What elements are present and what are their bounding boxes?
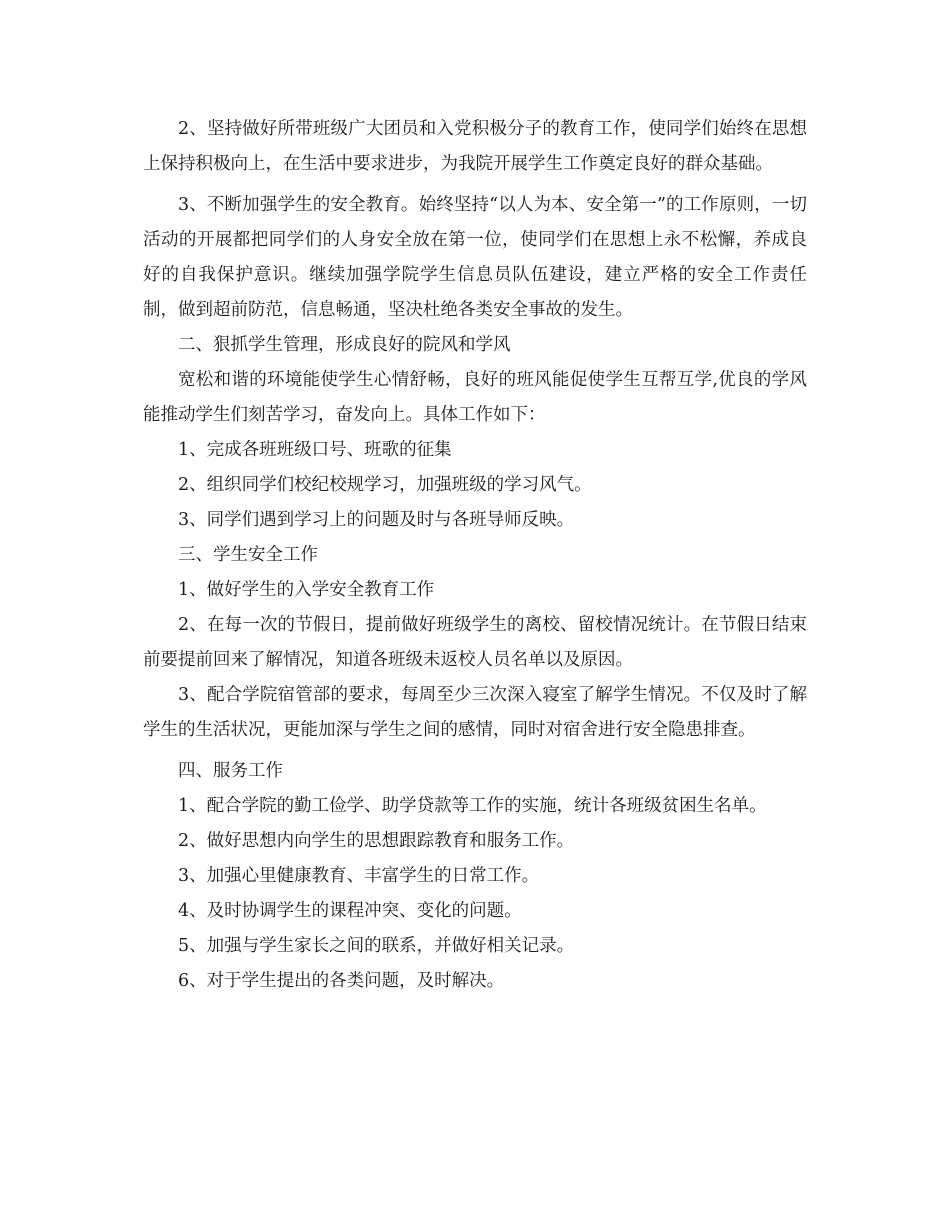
list-item-problem-solving: 6、对于学生提出的各类问题，及时解决。 — [178, 971, 505, 991]
list-item-holiday-statistics: 2、在每一次的节假日，提前做好班级学生的离校、留校情况统计。在节假日结束前要提前回来了解情况，知道各班级未返校人员名单以及原因。 — [143, 615, 807, 670]
list-item-introvert-students: 2、做好思想内向学生的思想跟踪教育和服务工作。 — [178, 831, 575, 851]
list-item-study-issues: 3、同学们遇到学习上的问题及时与各班导师反映。 — [178, 510, 575, 530]
list-item-school-rules: 2、组织同学们校纪校规学习，加强班级的学习风气。 — [178, 475, 592, 495]
heading-student-safety: 三、学生安全工作 — [178, 545, 318, 565]
list-item-parent-contact: 5、加强与学生家长之间的联系，并做好相关记录。 — [178, 936, 575, 956]
heading-student-management: 二、狠抓学生管理，形成良好的院风和学风 — [178, 335, 511, 355]
paragraph-safety-education: 3、不断加强学生的安全教育。始终坚持“以人为本、安全第一”的工作原则，一切活动的开展都把同学们的人身安全放在第一位，使同学们在思想上永不松懈，养成良好的自我保护意识。继续加强学院学生信息员队伍建设，建立严格的安全工作责任制，做到超前防范，信息畅通，坚决杜绝各类安全事故的发生。 — [143, 195, 807, 320]
list-item-dormitory-visits: 3、配合学院宿管部的要求，每周至少三次深入寝室了解学生情况。不仅及时了解学生的生活状况，更能加深与学生之间的感情，同时对宿舍进行安全隐患排查。 — [143, 685, 807, 740]
document-page — [143, 112, 807, 999]
heading-service-work: 四、服务工作 — [178, 761, 283, 781]
paragraph-party-member-education: 2、坚持做好所带班级广大团员和入党积极分子的教育工作，使同学们始终在思想上保持积极向上，在生活中要求进步，为我院开展学生工作奠定良好的群众基础。 — [143, 119, 807, 174]
list-item-course-conflicts: 4、及时协调学生的课程冲突、变化的问题。 — [178, 901, 522, 921]
list-item-class-slogan: 1、完成各班班级口号、班歌的征集 — [178, 440, 452, 460]
list-item-mental-health: 3、加强心里健康教育、丰富学生的日常工作。 — [178, 866, 540, 886]
list-item-enrollment-safety: 1、做好学生的入学安全教育工作 — [178, 580, 435, 600]
list-item-work-study: 1、配合学院的勤工俭学、助学贷款等工作的实施，统计各班级贫困生名单。 — [178, 796, 767, 816]
paragraph-environment: 宽松和谐的环境能使学生心情舒畅，良好的班风能促使学生互帮互学,优良的学风能推动学生们刻苦学习，奋发向上。具体工作如下： — [143, 370, 807, 425]
